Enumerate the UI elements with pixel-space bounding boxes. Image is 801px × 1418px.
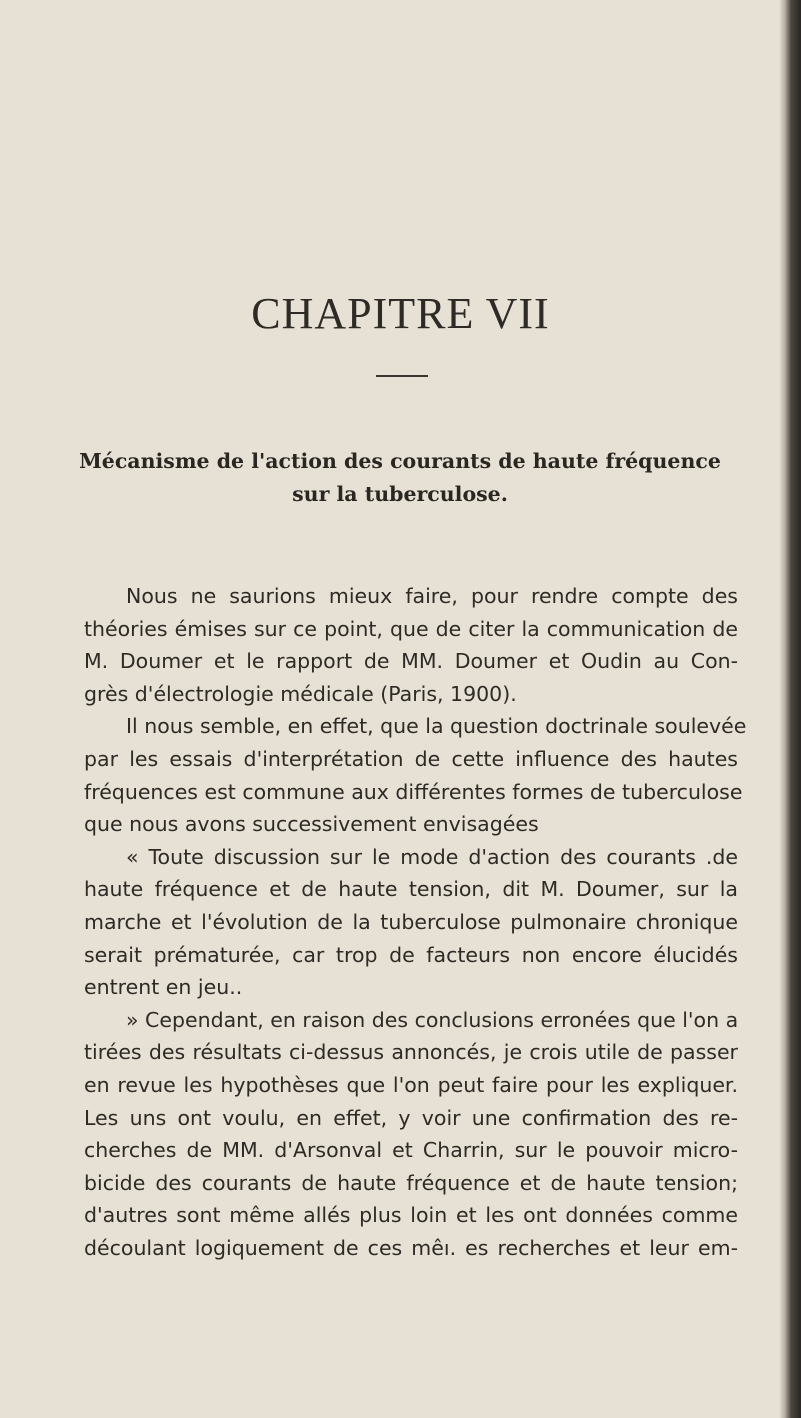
text-line: Les uns ont voulu, en effet, y voir une confirmation des re- <box>84 1105 738 1130</box>
text-line: Il nous semble, en effet, que la question doctrinale soulevée <box>126 714 747 739</box>
body-text <box>84 580 747 1264</box>
text-line: entrent en jeu.. <box>84 975 243 1000</box>
text-line: haute fréquence et de haute tension, dit M. Doumer, sur la <box>84 877 738 902</box>
text-line: par les essais d'interprétation de cette influence des hautes <box>84 746 738 771</box>
text-line: marche et l'évolution de la tuberculose pulmonaire chronique <box>84 909 738 934</box>
text-line: en revue les hypothèses que l'on peut faire pour les expliquer. <box>84 1072 738 1097</box>
text-line: » Cependant, en raison des conclusions erronées que l'on a <box>126 1007 739 1032</box>
section-title-line: sur la tuberculose. <box>292 482 508 506</box>
heading-rule <box>376 375 428 377</box>
text-line: M. Doumer et le rapport de MM. Doumer et Oudin au Con- <box>84 649 738 674</box>
text-line: grès d'électrologie médicale (Paris, 1900). <box>84 681 517 706</box>
text-line: théories émises sur ce point, que de citer la communication de <box>84 616 738 641</box>
text-line: « Toute discussion sur le mode d'action des courants .de <box>126 844 738 869</box>
text-line: bicide des courants de haute fréquence et de haute tension; <box>84 1170 738 1195</box>
section-title <box>60 445 740 511</box>
chapter-heading: CHAPITRE VII <box>251 289 550 338</box>
section-title-line: Mécanisme de l'action des courants de haute fréquence <box>79 449 721 473</box>
text-line: Nous ne saurions mieux faire, pour rendre compte des <box>126 584 738 608</box>
text-line: cherches de MM. d'Arsonval et Charrin, sur le pouvoir micro- <box>84 1138 738 1163</box>
text-line: serait prématurée, car trop de facteurs non encore élucidés <box>84 942 738 967</box>
text-line: découlant logiquement de ces mêı. es recherches et leur em- <box>84 1235 738 1260</box>
text-line: d'autres sont même allés plus loin et les ont données comme <box>84 1203 738 1228</box>
text-line: fréquences est commune aux différentes formes de tuberculose <box>84 779 743 804</box>
text-line: que nous avons successivement envisagées <box>84 812 539 837</box>
page-edge-shadow <box>779 0 801 1418</box>
text-line: tirées des résultats ci-dessus annoncés, je crois utile de passer <box>84 1040 738 1065</box>
